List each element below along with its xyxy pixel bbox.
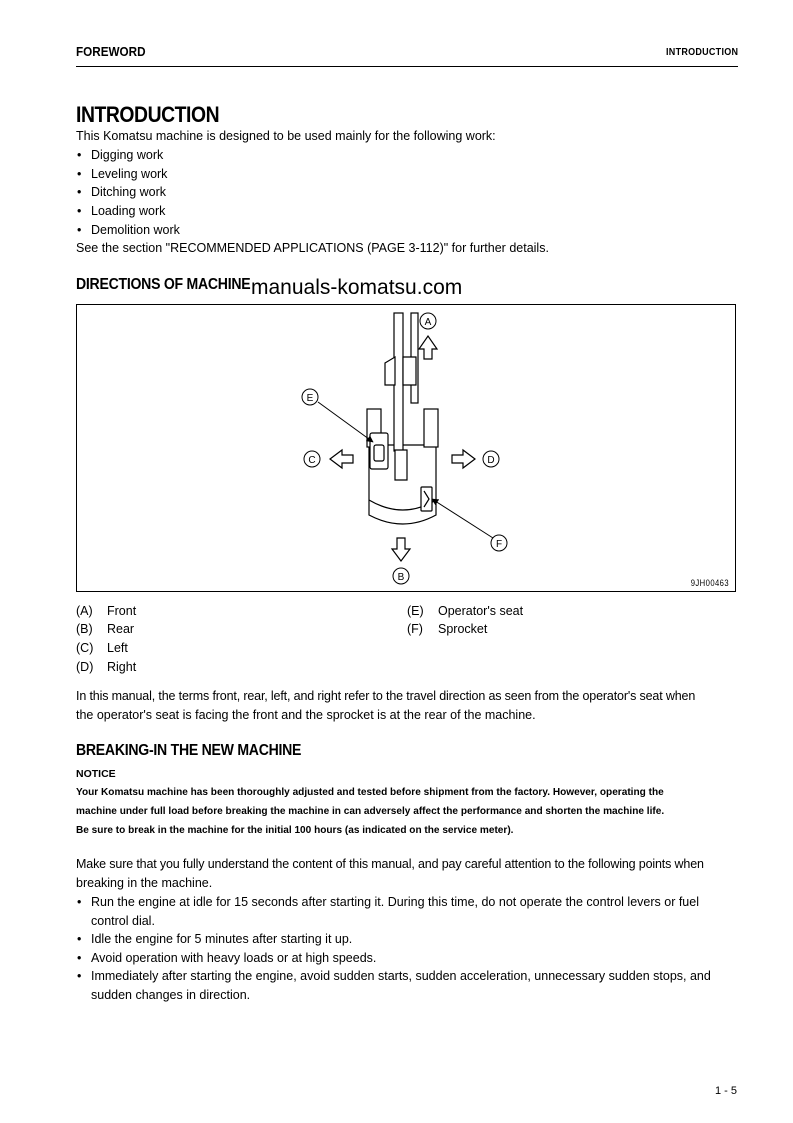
legend-key: (F) [407, 622, 423, 636]
legend-label: Operator's seat [438, 604, 524, 618]
machine-directions-figure [76, 304, 736, 592]
directions-paragraph-line: In this manual, the terms front, rear, left, and right refer to the travel direction as seen from the operator's seat when [76, 689, 696, 703]
legend-label: Right [107, 660, 137, 674]
legend-label: Sprocket [438, 622, 488, 636]
directions-heading: DIRECTIONS OF MACHINE [76, 276, 251, 293]
breaking-in-point: Avoid operation with heavy loads or at high speeds. [91, 951, 377, 965]
legend-key: (D) [76, 660, 94, 674]
right-arrow-icon [452, 450, 475, 468]
page-number: 1 - 5 [714, 1085, 737, 1097]
front-arrow-icon [419, 336, 437, 359]
machine-top-view-diagram [77, 305, 737, 593]
notice-line: Be sure to break in the machine for the initial 100 hours (as indicated on the service meter). [76, 824, 514, 836]
callout-e: E [306, 393, 314, 404]
bullet-icon: • [77, 167, 82, 181]
legend-label: Left [107, 641, 128, 655]
header-chapter-title: INTRODUCTION [665, 47, 738, 58]
callout-c: C [308, 455, 316, 466]
work-item: Loading work [91, 204, 166, 218]
watermark: manuals-komatsu.com [251, 276, 463, 299]
see-also-text: See the section "RECOMMENDED APPLICATIONS (PAGE 3-112)" for further details. [76, 241, 549, 255]
legend-key: (E) [407, 604, 424, 618]
legend-key: (C) [76, 641, 94, 655]
callout-b: B [397, 572, 405, 583]
breaking-in-intro-line: Make sure that you fully understand the content of this manual, and pay careful attention to the following points when [76, 857, 704, 871]
legend-label: Front [107, 604, 137, 618]
legend-label: Rear [107, 622, 135, 636]
breaking-in-point: Immediately after starting the engine, avoid sudden starts, sudden acceleration, unnecessary sudden stops, and [91, 969, 711, 983]
callout-a: A [424, 317, 432, 328]
bullet-icon: • [77, 185, 82, 199]
breaking-in-heading: BREAKING-IN THE NEW MACHINE [76, 742, 302, 759]
page-header [76, 42, 738, 67]
introduction-lead: This Komatsu machine is designed to be used mainly for the following work: [76, 129, 496, 143]
work-item: Demolition work [91, 223, 180, 237]
legend-key: (B) [76, 622, 93, 636]
bullet-icon: • [77, 895, 82, 909]
left-arrow-icon [330, 450, 353, 468]
bullet-icon: • [77, 204, 82, 218]
work-item: Digging work [91, 148, 164, 162]
bullet-icon: • [77, 148, 82, 162]
callout-d: D [487, 455, 495, 466]
bullet-icon: • [77, 223, 82, 237]
breaking-in-point: Run the engine at idle for 15 seconds after starting it. During this time, do not operate the control levers or fuel [91, 895, 699, 909]
work-item: Leveling work [91, 167, 168, 181]
breaking-in-point: control dial. [91, 914, 155, 928]
work-item: Ditching work [91, 185, 167, 199]
notice-line: machine under full load before breaking the machine in can adversely affect the performance and shorten the machine life. [76, 805, 665, 817]
breaking-in-intro-line: breaking in the machine. [76, 876, 213, 890]
legend-key: (A) [76, 604, 93, 618]
introduction-heading: INTRODUCTION [76, 102, 220, 127]
bullet-icon: • [77, 932, 82, 946]
directions-paragraph-line: the operator's seat is facing the front and the sprocket is at the rear of the machine. [76, 708, 536, 722]
notice-line: Your Komatsu machine has been thoroughly adjusted and tested before shipment from the factory. However, operating the [76, 786, 664, 798]
header-section-title: FOREWORD [76, 44, 146, 59]
bullet-icon: • [77, 969, 82, 983]
breaking-in-point: Idle the engine for 5 minutes after starting it up. [91, 932, 353, 946]
figure-code: 9JH00463 [690, 578, 729, 588]
callout-f: F [495, 539, 503, 550]
rear-arrow-icon [392, 538, 410, 561]
bullet-icon: • [77, 951, 82, 965]
notice-title: NOTICE [76, 768, 116, 780]
breaking-in-point: sudden changes in direction. [91, 988, 251, 1002]
